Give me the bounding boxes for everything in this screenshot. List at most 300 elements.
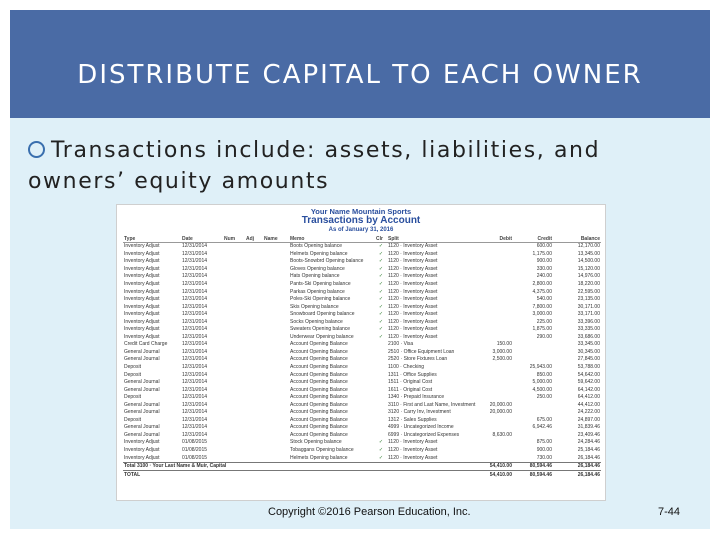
table-cell [263, 454, 289, 462]
table-cell: Helmets Opening balance [290, 250, 348, 257]
table-row [123, 251, 601, 259]
table-cell: Deposit [124, 394, 141, 401]
table-cell [473, 394, 513, 402]
table-cell [263, 258, 289, 266]
column-header: Credit [513, 235, 553, 243]
table-row [123, 424, 601, 432]
table-row [123, 303, 601, 311]
table-cell: 6,942.46 [532, 424, 552, 431]
table-cell: 7,800.00 [532, 303, 552, 310]
table-cell: ✓ [378, 250, 384, 257]
table-cell: ✓ [378, 273, 384, 280]
table-cell: 12/31/2014 [182, 424, 208, 431]
table-cell: 4999 · Uncategorized Income [388, 424, 454, 431]
table-cell [223, 251, 245, 259]
table-cell [263, 341, 289, 349]
table-cell [473, 326, 513, 334]
table-cell [387, 471, 473, 479]
table-cell [473, 424, 513, 432]
table-cell: Parkas Opening balance [290, 288, 345, 295]
table-cell: 54,410.00 [473, 462, 513, 471]
table-cell [263, 432, 289, 440]
table-cell [263, 281, 289, 289]
table-cell [473, 364, 513, 372]
table-row [123, 311, 601, 319]
column-header: Type [123, 235, 181, 243]
table-cell [263, 386, 289, 394]
report-date: As of January 31, 2016 [328, 227, 394, 233]
table-cell [375, 424, 387, 432]
table-cell [387, 462, 473, 471]
table-cell: 3,000.00 [532, 311, 552, 318]
table-cell: 12/31/2014 [182, 318, 208, 325]
table-cell: 3110 · First and Last Name, Investment [388, 401, 476, 408]
table-cell [263, 424, 289, 432]
table-cell: General Journal [124, 379, 160, 386]
table-cell: 1120 · Inventory Asset [388, 326, 438, 333]
table-cell [245, 364, 263, 372]
table-cell [289, 471, 375, 479]
table-cell: 64,142.00 [577, 386, 600, 393]
table-cell [245, 334, 263, 342]
table-cell [245, 243, 263, 251]
table-cell: Inventory Adjust [124, 258, 160, 265]
table-cell: 26,184.46 [553, 462, 601, 471]
table-cell: Inventory Adjust [124, 296, 160, 303]
table-cell [263, 326, 289, 334]
table-cell [223, 288, 245, 296]
column-header: Clr [375, 235, 387, 243]
table-cell: 18,220.00 [577, 281, 600, 287]
table-cell [375, 462, 387, 471]
table-cell [263, 243, 289, 251]
table-cell: 12/31/2014 [182, 348, 208, 355]
table-cell: 12/31/2014 [182, 333, 208, 340]
table-cell: ✓ [378, 281, 384, 287]
table-cell [263, 318, 289, 326]
table-cell [263, 296, 289, 304]
table-cell [473, 243, 513, 251]
table-cell: 2,800.00 [532, 281, 552, 287]
table-cell: 12/31/2014 [182, 401, 208, 408]
table-cell: Account Opening Balance [290, 356, 348, 363]
table-cell [245, 409, 263, 417]
table-cell: 12/31/2014 [182, 250, 208, 257]
table-cell [473, 273, 513, 281]
column-header: Memo [289, 235, 375, 243]
table-cell: 12,170.00 [577, 243, 600, 250]
table-row [123, 471, 601, 479]
table-row [123, 371, 601, 379]
table-cell: Boots Opening balance [290, 243, 342, 250]
table-cell: 1120 · Inventory Asset [388, 447, 438, 454]
table-cell [473, 266, 513, 274]
table-cell: 2,500.00 [492, 356, 512, 363]
table-cell: 25,943.00 [529, 364, 552, 371]
table-row [123, 258, 601, 266]
table-cell [223, 462, 245, 471]
table-cell: 3,000.00 [492, 348, 512, 355]
table-cell [375, 432, 387, 440]
table-cell [223, 409, 245, 417]
table-cell [245, 288, 263, 296]
table-cell [223, 281, 245, 289]
table-cell: 1611 · Original Cost [388, 386, 433, 393]
table-cell: Gloves Opening balance [290, 265, 345, 272]
table-row [123, 447, 601, 455]
table-cell: General Journal [124, 386, 160, 393]
table-cell: Inventory Adjust [124, 439, 160, 446]
table-cell: Account Opening Balance [290, 431, 348, 438]
table-cell [263, 311, 289, 319]
table-cell [263, 401, 289, 409]
table-cell [375, 356, 387, 364]
table-cell [375, 364, 387, 372]
table-cell [245, 462, 263, 471]
table-cell [263, 409, 289, 417]
table-cell: 875.00 [536, 439, 552, 446]
bullet-point [28, 135, 678, 197]
table-cell: Account Opening Balance [290, 379, 348, 386]
table-cell: 1120 · Inventory Asset [388, 296, 438, 303]
table-row [123, 439, 601, 447]
table-cell: 3120 · Carry Inv, Investment [388, 409, 451, 416]
table-cell [223, 417, 245, 425]
table-cell [245, 273, 263, 281]
table-row [123, 296, 601, 304]
table-cell [245, 447, 263, 455]
column-header: Num [223, 235, 245, 243]
table-cell: 80,594.46 [513, 462, 553, 471]
table-cell: ✓ [378, 454, 384, 461]
table-cell: Inventory Adjust [124, 311, 160, 318]
table-row [123, 454, 601, 462]
table-cell: 33,686.00 [577, 333, 600, 340]
table-cell: 1,875.00 [532, 326, 552, 333]
table-cell [223, 266, 245, 274]
table-cell [513, 432, 553, 440]
table-cell [473, 258, 513, 266]
table-row [123, 401, 601, 409]
table-cell: 20,000.00 [489, 401, 512, 408]
table-cell [473, 371, 513, 379]
table-row [123, 243, 601, 251]
table-cell: 225.00 [536, 318, 552, 325]
table-cell: 12/31/2014 [182, 379, 208, 386]
table-cell [245, 349, 263, 357]
table-cell: 1120 · Inventory Asset [388, 243, 438, 250]
bullet-circle-icon [28, 141, 45, 158]
table-cell: Deposit [124, 364, 141, 371]
table-cell: Inventory Adjust [124, 318, 160, 325]
table-cell: Inventory Adjust [124, 326, 160, 333]
table-cell [263, 356, 289, 364]
table-cell [473, 311, 513, 319]
table-cell [223, 341, 245, 349]
table-cell: ✓ [378, 439, 384, 446]
table-cell: 150.00 [496, 341, 512, 348]
table-cell: ✓ [378, 243, 384, 250]
table-cell [223, 326, 245, 334]
table-cell: Helmets Opening balance [290, 454, 348, 461]
column-header: Date [181, 235, 223, 243]
table-cell [245, 281, 263, 289]
table-cell: 33,335.00 [577, 326, 600, 333]
table-cell: Underwear Opening balance [290, 333, 354, 340]
table-cell [245, 401, 263, 409]
table-row [123, 364, 601, 372]
table-cell [263, 266, 289, 274]
table-cell: 1120 · Inventory Asset [388, 311, 438, 318]
table-cell: 01/08/2015 [182, 447, 208, 454]
table-cell: Hats Opening balance [290, 273, 340, 280]
table-cell [245, 258, 263, 266]
table-cell: 675.00 [536, 416, 552, 423]
table-cell: 900.00 [536, 258, 552, 265]
table-cell: 2100 · Visa [388, 341, 414, 348]
table-cell: Account Opening Balance [290, 364, 348, 371]
table-cell [473, 334, 513, 342]
copyright-footer: Copyright ©2016 Pearson Education, Inc. [268, 506, 471, 518]
table-cell: 12/31/2014 [182, 394, 208, 401]
table-cell: ✓ [378, 258, 384, 265]
table-cell [245, 439, 263, 447]
table-cell [223, 334, 245, 342]
column-header: Balance [553, 235, 601, 243]
table-cell [513, 401, 553, 409]
table-cell [375, 371, 387, 379]
table-cell: Inventory Adjust [124, 265, 160, 272]
table-cell: 1120 · Inventory Asset [388, 265, 438, 272]
table-cell: 33,396.00 [577, 318, 600, 325]
table-cell: 2510 · Office Equipment Loan [388, 348, 455, 355]
column-header: Split [387, 235, 473, 243]
table-cell: 5,000.00 [532, 379, 552, 386]
table-cell: 12/31/2014 [182, 273, 208, 280]
table-cell [263, 462, 289, 471]
table-cell: 12/31/2014 [182, 341, 208, 348]
table-cell: 54,642.00 [577, 371, 600, 378]
table-cell [263, 417, 289, 425]
table-cell [245, 318, 263, 326]
table-cell: ✓ [378, 311, 384, 318]
table-cell [473, 454, 513, 462]
table-cell: General Journal [124, 401, 160, 408]
table-cell: 12/31/2014 [182, 364, 208, 371]
table-cell [513, 341, 553, 349]
table-cell: 59,642.00 [577, 379, 600, 386]
table-cell: ✓ [378, 447, 384, 454]
title-band [10, 10, 710, 118]
table-row [123, 326, 601, 334]
table-cell: 12/31/2014 [182, 409, 208, 416]
table-cell [223, 311, 245, 319]
table-cell [245, 386, 263, 394]
table-cell: 8,630.00 [492, 431, 512, 438]
table-cell: 12/31/2014 [182, 265, 208, 272]
report-title: Transactions by Account [301, 215, 421, 226]
table-cell [245, 356, 263, 364]
table-cell: Sweaters Opening balance [290, 326, 351, 333]
table-cell: 54,410.00 [473, 471, 513, 479]
table-cell: Inventory Adjust [124, 273, 160, 280]
table-cell: 1120 · Inventory Asset [388, 303, 438, 310]
report-company: Your Name Mountain Sports [310, 207, 412, 216]
column-header: Name [263, 235, 289, 243]
table-cell [473, 303, 513, 311]
table-cell [245, 326, 263, 334]
table-cell: Inventory Adjust [124, 250, 160, 257]
table-cell: 53,788.00 [577, 364, 600, 371]
table-cell [289, 462, 375, 471]
table-cell [513, 409, 553, 417]
table-cell [473, 318, 513, 326]
table-cell: 80,594.46 [513, 471, 553, 479]
table-cell: 1120 · Inventory Asset [388, 318, 438, 325]
table-cell: ✓ [378, 333, 384, 340]
table-cell: 250.00 [536, 394, 552, 401]
table-cell: 6999 · Uncategorized Expenses [388, 431, 460, 438]
table-cell: 12/31/2014 [182, 303, 208, 310]
table-cell: 540.00 [536, 296, 552, 303]
table-cell: Socks Opening balance [290, 318, 343, 325]
table-cell [263, 439, 289, 447]
table-cell: Account Opening Balance [290, 371, 348, 378]
table-cell [473, 379, 513, 387]
table-cell: 1511 · Original Cost [388, 379, 433, 386]
table-cell [245, 424, 263, 432]
table-cell: Account Opening Balance [290, 348, 348, 355]
table-cell [375, 379, 387, 387]
table-cell [375, 471, 387, 479]
table-cell: 12/31/2014 [182, 431, 208, 438]
table-cell: 30,345.00 [577, 348, 600, 355]
table-cell: 12/31/2014 [182, 326, 208, 333]
table-cell [223, 394, 245, 402]
table-row [123, 394, 601, 402]
table-cell [473, 296, 513, 304]
table-cell: Account Opening Balance [290, 341, 348, 348]
table-row [123, 417, 601, 425]
table-row [123, 462, 601, 471]
table-cell [263, 371, 289, 379]
table-row [123, 273, 601, 281]
table-cell: 1312 · Sales Supplies [388, 416, 437, 423]
table-row [123, 281, 601, 289]
table-cell [223, 296, 245, 304]
table-cell: Tobaggans Opening balance [290, 447, 354, 454]
table-cell: 25,184.46 [577, 447, 600, 454]
table-row [123, 409, 601, 417]
table-cell: Account Opening Balance [290, 394, 348, 401]
table-cell [245, 432, 263, 440]
table-cell: 1120 · Inventory Asset [388, 281, 438, 287]
table-cell: 1120 · Inventory Asset [388, 439, 438, 446]
table-row [123, 318, 601, 326]
table-cell: General Journal [124, 409, 160, 416]
table-cell: Inventory Adjust [124, 281, 160, 287]
table-cell: Inventory Adjust [124, 333, 160, 340]
table-cell: 1120 · Inventory Asset [388, 333, 438, 340]
table-cell: 33,345.00 [577, 341, 600, 348]
table-cell [263, 334, 289, 342]
table-cell: 12/31/2014 [182, 288, 208, 295]
table-cell: 600.00 [536, 243, 552, 250]
table-cell [223, 439, 245, 447]
table-cell: 14,976.00 [577, 273, 600, 280]
table-cell [375, 386, 387, 394]
table-cell: 1311 · Office Supplies [388, 371, 437, 378]
table-cell: 64,412.00 [577, 394, 600, 401]
table-cell: 290.00 [536, 333, 552, 340]
table-cell [375, 417, 387, 425]
table-cell: 31,839.46 [577, 424, 600, 431]
table-cell: 24,284.46 [577, 439, 600, 446]
table-cell [473, 386, 513, 394]
table-cell [263, 379, 289, 387]
table-cell: 12/31/2014 [182, 371, 208, 378]
table-cell: Account Opening Balance [290, 424, 348, 431]
table-cell [223, 349, 245, 357]
table-row [123, 349, 601, 357]
table-row [123, 379, 601, 387]
table-cell: Inventory Adjust [124, 447, 160, 454]
table-cell [223, 432, 245, 440]
table-cell [223, 364, 245, 372]
table-cell: Inventory Adjust [124, 288, 160, 295]
table-cell: 24,222.00 [577, 409, 600, 416]
table-cell: Inventory Adjust [124, 243, 160, 250]
table-cell: 900.00 [536, 447, 552, 454]
report-screenshot [116, 204, 606, 501]
bullet-text: Transactions include: assets, liabilities, and owners’ equity amounts [28, 138, 601, 194]
table-cell [375, 401, 387, 409]
table-cell: 12/31/2014 [182, 356, 208, 363]
table-cell [473, 417, 513, 425]
table-cell: Pants-Ski Opening balance [290, 281, 351, 287]
table-cell: 12/31/2014 [182, 281, 208, 287]
table-cell [223, 318, 245, 326]
table-cell [473, 288, 513, 296]
table-cell: 1120 · Inventory Asset [388, 273, 438, 280]
table-cell: Stock Opening balance [290, 439, 342, 446]
table-cell: 4,500.00 [532, 386, 552, 393]
table-cell: 01/08/2015 [182, 454, 208, 461]
table-cell: 44,412.00 [577, 401, 600, 408]
table-cell: Deposit [124, 416, 141, 423]
table-cell: Account Opening Balance [290, 401, 348, 408]
table-cell: 730.00 [536, 454, 552, 461]
column-header: Adj [245, 235, 263, 243]
table-cell [473, 281, 513, 289]
table-cell [245, 341, 263, 349]
table-cell: Total 3100 · Your Last Name & Muir, Capital [124, 463, 227, 470]
table-cell: Deposit [124, 371, 141, 378]
table-cell: Account Opening Balance [290, 409, 348, 416]
table-cell [245, 371, 263, 379]
report-header-row [123, 235, 601, 243]
table-cell: 240.00 [536, 273, 552, 280]
table-cell: Boots-Snowbrd Opening balance [290, 258, 364, 265]
table-cell: 12/31/2014 [182, 258, 208, 265]
table-cell: Skis Opening balance [290, 303, 339, 310]
table-cell [263, 471, 289, 479]
table-cell: 1120 · Inventory Asset [388, 454, 438, 461]
table-cell [245, 379, 263, 387]
table-cell [223, 447, 245, 455]
slide-title: DISTRIBUTE CAPITAL TO EACH OWNER [77, 60, 643, 90]
table-cell: 1120 · Inventory Asset [388, 258, 438, 265]
